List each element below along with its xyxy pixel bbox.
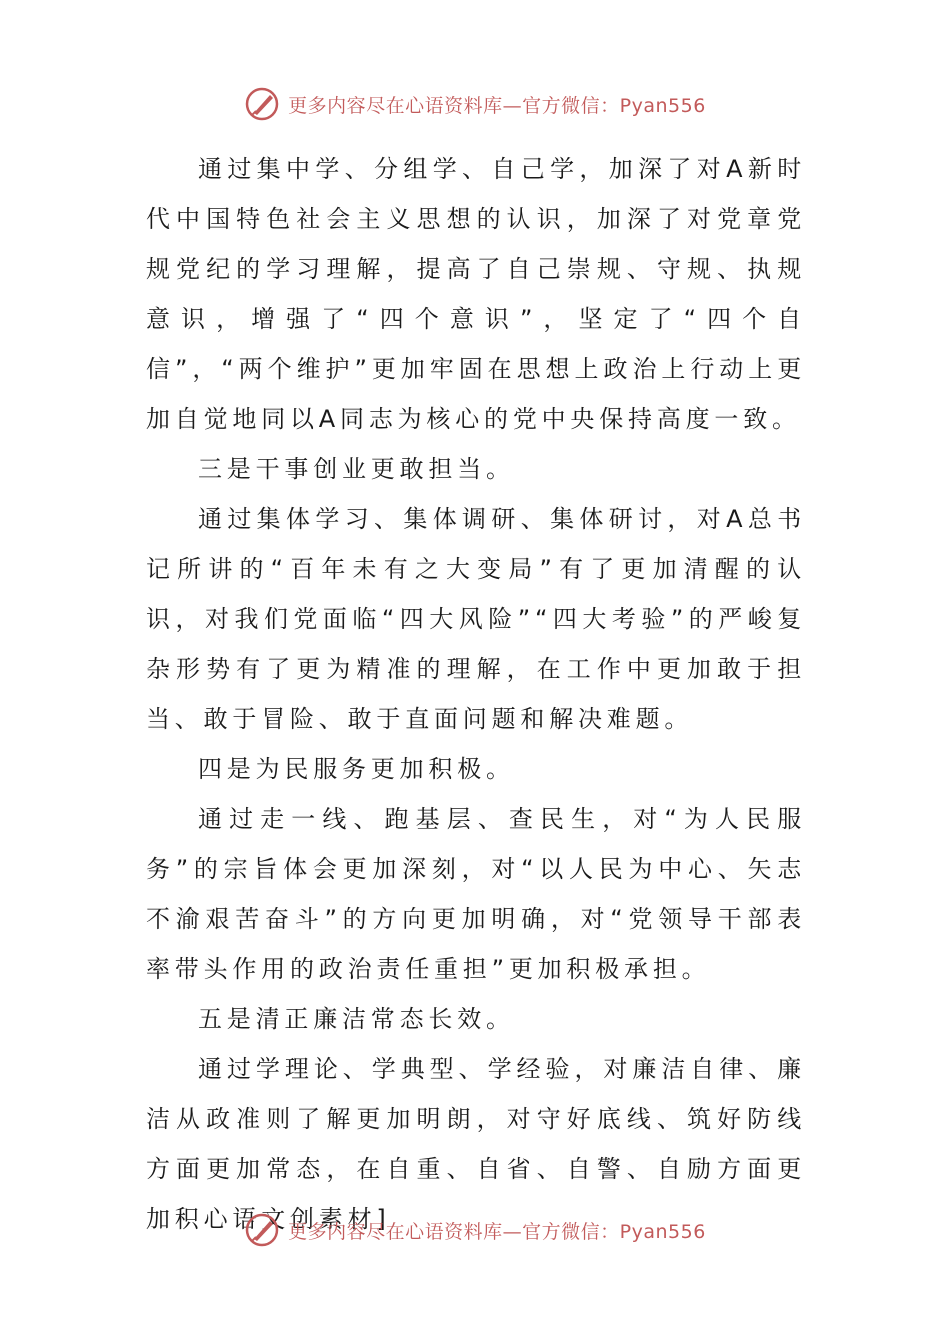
paragraph: 通过集中学、分组学、自己学，加深了对A新时代中国特色社会主义思想的认识，加深了对党章党规党纪的学习理解，提高了自己崇规、守规、执规意识，增强了“四个意识”，坚定了“四个自信”，“两个维护”更加牢固在思想上政治上行动上更加自觉地同以A同志为核心的党中央保持高度一致。 bbox=[146, 155, 806, 433]
watermark-wechat: 官方微信：Pyan556 bbox=[522, 1220, 706, 1243]
quill-logo-icon bbox=[244, 86, 280, 122]
watermark-main: 更多内容尽在心语资料库 bbox=[288, 94, 503, 117]
header-watermark-banner bbox=[0, 84, 950, 124]
document-body bbox=[146, 144, 806, 1244]
watermark-text bbox=[288, 91, 706, 118]
quill-logo-icon bbox=[244, 1212, 280, 1248]
watermark-wechat: 官方微信：Pyan556 bbox=[522, 94, 706, 117]
paragraph: 通过集体学习、集体调研、集体研讨，对A总书记所讲的“百年未有之大变局”有了更加清醒的认识，对我们党面临“四大风险”“四大考验”的严峻复杂形势有了更为精准的理解，在工作中更加敢于担当、敢于冒险、敢于直面问题和解决难题。 bbox=[146, 505, 806, 733]
paragraph: 通过走一线、跑基层、查民生，对“为人民服务”的宗旨体会更加深刻，对“以人民为中心、矢志不渝艰苦奋斗”的方向更加明确，对“党领导干部表率带头作用的政治责任重担”更加积极承担。 bbox=[146, 805, 806, 983]
watermark-dash: — bbox=[502, 94, 523, 117]
section-heading: 四是为民服务更加积极。 bbox=[198, 755, 515, 783]
footer-watermark-banner bbox=[0, 1210, 950, 1250]
paragraph: 通过学理论、学典型、学经验，对廉洁自律、廉洁从政准则了解更加明朗，对守好底线、筑好防线方面更加常态，在自重、自省、自警、自励方面更加积心语文创素材] bbox=[146, 1055, 806, 1233]
watermark-dash: — bbox=[502, 1220, 523, 1243]
section-heading: 三是干事创业更敢担当。 bbox=[198, 455, 515, 483]
watermark-text bbox=[288, 1217, 706, 1244]
watermark-main: 更多内容尽在心语资料库 bbox=[288, 1220, 503, 1243]
section-heading: 五是清正廉洁常态长效。 bbox=[198, 1005, 515, 1033]
